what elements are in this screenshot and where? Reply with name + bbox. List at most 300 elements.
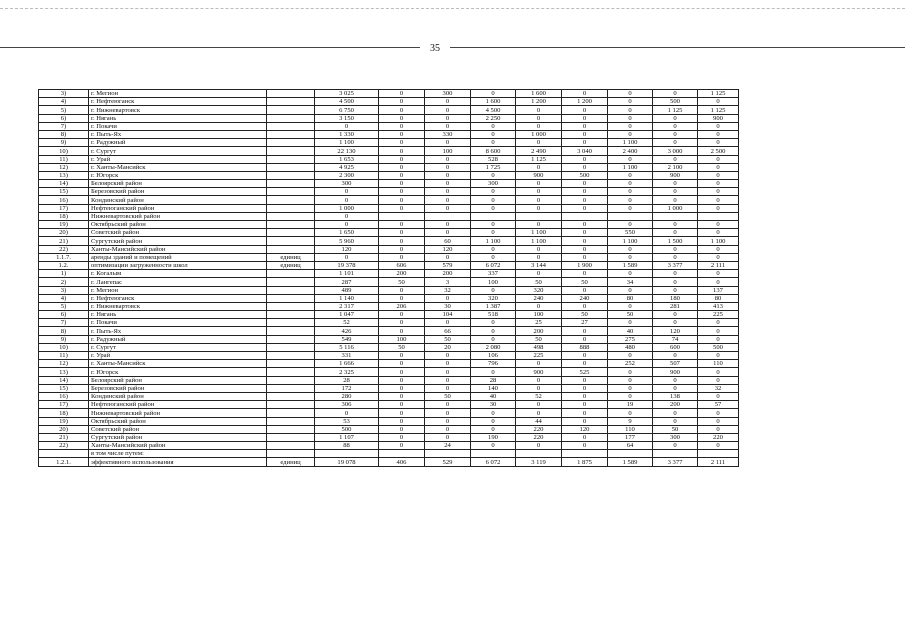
row-name: Ханты-Мансийский район: [89, 245, 267, 253]
row-value-7: 180: [653, 294, 698, 302]
row-value-0: 19 378: [315, 261, 379, 269]
row-number: 22): [39, 442, 89, 450]
row-value-6: 0: [608, 392, 653, 400]
row-value-6: 275: [608, 335, 653, 343]
row-value-4: 3 144: [516, 261, 562, 269]
row-value-8: 0: [698, 188, 739, 196]
row-value-6: 80: [608, 294, 653, 302]
row-value-4: 0: [516, 139, 562, 147]
table-row: [39, 294, 739, 302]
row-value-7: 0: [653, 311, 698, 319]
row-unit: [267, 368, 315, 376]
row-value-6: 0: [608, 286, 653, 294]
row-value-2: 0: [425, 114, 471, 122]
row-value-6: 1 589: [608, 458, 653, 466]
statistics-table: [38, 89, 739, 467]
row-value-1: 0: [379, 122, 425, 130]
table-row: [39, 442, 739, 450]
row-value-8: 0: [698, 376, 739, 384]
row-value-6: 1 100: [608, 163, 653, 171]
row-value-0: 52: [315, 319, 379, 327]
row-value-2: [425, 212, 471, 220]
row-value-5: 0: [562, 384, 608, 392]
row-value-0: 0: [315, 196, 379, 204]
row-value-8: 413: [698, 302, 739, 310]
row-value-5: 0: [562, 204, 608, 212]
table-row: [39, 368, 739, 376]
row-value-8: 0: [698, 417, 739, 425]
row-name: Березовский район: [89, 384, 267, 392]
row-value-3: 28: [471, 376, 516, 384]
row-value-8: 2 500: [698, 147, 739, 155]
row-value-4: 0: [516, 245, 562, 253]
row-value-2: 200: [425, 270, 471, 278]
row-unit: [267, 343, 315, 351]
row-value-2: 0: [425, 253, 471, 261]
row-value-3: [471, 212, 516, 220]
row-name: Сургутский район: [89, 237, 267, 245]
row-number: 11): [39, 155, 89, 163]
row-value-6: 1 100: [608, 139, 653, 147]
table-row: [39, 114, 739, 122]
row-value-7: 2 100: [653, 163, 698, 171]
row-value-7: 900: [653, 368, 698, 376]
row-unit: [267, 229, 315, 237]
row-value-8: 0: [698, 171, 739, 179]
row-value-3: 1 387: [471, 302, 516, 310]
row-value-0: 1 666: [315, 360, 379, 368]
row-value-4: 0: [516, 204, 562, 212]
row-value-4: 498: [516, 343, 562, 351]
row-value-5: 0: [562, 270, 608, 278]
row-unit: [267, 311, 315, 319]
row-value-0: 3 150: [315, 114, 379, 122]
row-value-0: 19 078: [315, 458, 379, 466]
table-row: [39, 245, 739, 253]
row-value-8: 1 125: [698, 106, 739, 114]
row-value-7: 1 000: [653, 204, 698, 212]
row-value-4: 1 200: [516, 98, 562, 106]
row-value-4: 0: [516, 163, 562, 171]
row-value-0: 4 500: [315, 98, 379, 106]
row-unit: [267, 442, 315, 450]
row-value-1: 0: [379, 139, 425, 147]
row-value-0: 1 650: [315, 229, 379, 237]
row-value-6: 110: [608, 425, 653, 433]
row-value-6: 0: [608, 188, 653, 196]
row-value-2: 0: [425, 221, 471, 229]
row-value-1: 0: [379, 130, 425, 138]
row-unit: единиц: [267, 261, 315, 269]
row-value-0: 549: [315, 335, 379, 343]
row-value-3: 0: [471, 188, 516, 196]
row-value-8: 0: [698, 319, 739, 327]
row-name: г. Нягань: [89, 311, 267, 319]
row-value-7: 1 125: [653, 106, 698, 114]
row-value-4: 52: [516, 392, 562, 400]
scan-artifact-line: [0, 8, 905, 9]
row-value-1: 0: [379, 368, 425, 376]
row-unit: [267, 384, 315, 392]
row-value-6: 480: [608, 343, 653, 351]
row-value-5: 0: [562, 417, 608, 425]
row-value-5: 0: [562, 221, 608, 229]
row-value-2: 0: [425, 98, 471, 106]
row-value-0: 1 101: [315, 270, 379, 278]
row-value-1: 0: [379, 433, 425, 441]
row-value-6: 0: [608, 130, 653, 138]
row-number: 8): [39, 327, 89, 335]
row-value-1: 0: [379, 442, 425, 450]
row-value-1: 0: [379, 401, 425, 409]
row-value-7: 0: [653, 229, 698, 237]
row-value-5: 0: [562, 130, 608, 138]
row-value-1: 0: [379, 253, 425, 261]
row-name: эффективного использования: [89, 458, 267, 466]
row-value-8: 2 111: [698, 458, 739, 466]
row-value-5: 0: [562, 180, 608, 188]
row-value-0: 1 107: [315, 433, 379, 441]
row-value-0: 426: [315, 327, 379, 335]
row-name: Кондинский район: [89, 392, 267, 400]
row-value-7: 0: [653, 196, 698, 204]
row-value-0: 306: [315, 401, 379, 409]
row-value-8: 0: [698, 122, 739, 130]
row-value-6: 177: [608, 433, 653, 441]
row-number: 4): [39, 98, 89, 106]
row-value-6: 0: [608, 155, 653, 163]
row-value-8: 225: [698, 311, 739, 319]
row-value-2: 0: [425, 360, 471, 368]
row-value-8: 0: [698, 98, 739, 106]
table-row: [39, 221, 739, 229]
table-row: [39, 384, 739, 392]
table-row: [39, 352, 739, 360]
row-value-7: 0: [653, 253, 698, 261]
row-value-3: 0: [471, 286, 516, 294]
row-value-7: 0: [653, 417, 698, 425]
row-value-1: 0: [379, 171, 425, 179]
row-unit: [267, 90, 315, 98]
row-value-1: 0: [379, 155, 425, 163]
row-value-5: 0: [562, 360, 608, 368]
row-name: Октябрьский район: [89, 417, 267, 425]
row-value-1: 0: [379, 360, 425, 368]
row-value-4: 0: [516, 401, 562, 409]
row-name: Кондинский район: [89, 196, 267, 204]
row-value-4: 2 490: [516, 147, 562, 155]
row-name: г. Мегион: [89, 286, 267, 294]
row-value-7: 74: [653, 335, 698, 343]
row-value-1: 0: [379, 163, 425, 171]
row-value-4: 0: [516, 384, 562, 392]
row-value-6: 0: [608, 98, 653, 106]
row-value-7: 0: [653, 384, 698, 392]
table-row: [39, 425, 739, 433]
row-value-0: 331: [315, 352, 379, 360]
table-row: [39, 433, 739, 441]
row-value-4: 320: [516, 286, 562, 294]
row-number: 16): [39, 196, 89, 204]
row-value-0: 1 047: [315, 311, 379, 319]
row-value-7: 0: [653, 319, 698, 327]
row-name: Нижневартовский район: [89, 212, 267, 220]
row-value-2: 24: [425, 442, 471, 450]
row-value-0: 53: [315, 417, 379, 425]
table-row: [39, 90, 739, 98]
row-unit: [267, 188, 315, 196]
row-value-2: 60: [425, 237, 471, 245]
row-unit: [267, 147, 315, 155]
row-value-4: 0: [516, 196, 562, 204]
row-value-0: 0: [315, 253, 379, 261]
table-row: [39, 376, 739, 384]
row-value-7: 0: [653, 245, 698, 253]
row-value-4: 100: [516, 311, 562, 319]
row-value-1: 0: [379, 98, 425, 106]
row-value-2: 0: [425, 401, 471, 409]
row-value-5: 1 900: [562, 261, 608, 269]
row-value-8: 0: [698, 442, 739, 450]
row-name: г. Нефтеюганск: [89, 294, 267, 302]
row-value-2: [425, 450, 471, 458]
row-value-5: 0: [562, 433, 608, 441]
row-value-8: 0: [698, 278, 739, 286]
row-name: Ханты-Мансийский район: [89, 442, 267, 450]
row-value-2: 0: [425, 229, 471, 237]
row-name: г. Ханты-Мансийск: [89, 163, 267, 171]
table-row: [39, 270, 739, 278]
row-value-5: 0: [562, 139, 608, 147]
row-value-0: 5 116: [315, 343, 379, 351]
row-value-8: 0: [698, 368, 739, 376]
row-value-1: 0: [379, 409, 425, 417]
row-value-6: 0: [608, 409, 653, 417]
row-value-6: 0: [608, 319, 653, 327]
row-value-3: 0: [471, 319, 516, 327]
row-value-7: 0: [653, 139, 698, 147]
row-value-3: 1 725: [471, 163, 516, 171]
row-value-5: 0: [562, 352, 608, 360]
row-number: 17): [39, 204, 89, 212]
row-value-8: 0: [698, 253, 739, 261]
row-value-2: 0: [425, 384, 471, 392]
table-row: [39, 311, 739, 319]
row-value-7: 0: [653, 114, 698, 122]
table-row: [39, 130, 739, 138]
row-unit: [267, 409, 315, 417]
row-value-4: 1 100: [516, 229, 562, 237]
row-value-0: 1 100: [315, 139, 379, 147]
table-row: [39, 163, 739, 171]
table-row: [39, 237, 739, 245]
row-value-8: 0: [698, 155, 739, 163]
row-value-1: 50: [379, 278, 425, 286]
row-value-2: 0: [425, 122, 471, 130]
row-value-1: 0: [379, 376, 425, 384]
row-number: 15): [39, 188, 89, 196]
row-name: Сургутский район: [89, 433, 267, 441]
row-value-1: 0: [379, 229, 425, 237]
row-number: 11): [39, 352, 89, 360]
row-value-6: 550: [608, 229, 653, 237]
row-number: 7): [39, 319, 89, 327]
row-value-5: 0: [562, 237, 608, 245]
row-value-6: [608, 212, 653, 220]
row-value-0: 500: [315, 425, 379, 433]
row-name: Октябрьский район: [89, 221, 267, 229]
row-name: Нефтеюганский район: [89, 204, 267, 212]
row-value-2: 0: [425, 180, 471, 188]
row-value-8: 0: [698, 392, 739, 400]
row-number: 1.1.7.: [39, 253, 89, 261]
row-number: 3): [39, 286, 89, 294]
row-value-2: 0: [425, 155, 471, 163]
row-value-1: 606: [379, 261, 425, 269]
row-value-0: 5 960: [315, 237, 379, 245]
row-value-0: 300: [315, 180, 379, 188]
row-value-3: 0: [471, 368, 516, 376]
row-value-7: 3 000: [653, 147, 698, 155]
row-value-7: 0: [653, 352, 698, 360]
row-unit: [267, 130, 315, 138]
row-value-8: 500: [698, 343, 739, 351]
row-unit: [267, 196, 315, 204]
row-value-5: 888: [562, 343, 608, 351]
table-row: [39, 171, 739, 179]
row-value-3: 2 250: [471, 114, 516, 122]
row-value-4: 44: [516, 417, 562, 425]
table-row: [39, 139, 739, 147]
row-name: Нефтеюганский район: [89, 401, 267, 409]
row-value-4: 0: [516, 106, 562, 114]
row-unit: [267, 335, 315, 343]
row-value-2: 0: [425, 188, 471, 196]
row-value-5: 0: [562, 409, 608, 417]
row-value-1: 200: [379, 270, 425, 278]
row-value-7: 0: [653, 122, 698, 130]
row-value-3: 0: [471, 417, 516, 425]
row-value-8: 0: [698, 245, 739, 253]
row-value-5: 50: [562, 311, 608, 319]
row-value-8: 110: [698, 360, 739, 368]
row-value-0: 1 000: [315, 204, 379, 212]
row-unit: [267, 171, 315, 179]
row-value-5: 240: [562, 294, 608, 302]
row-value-3: 4 500: [471, 106, 516, 114]
table-row: [39, 392, 739, 400]
table-row: [39, 147, 739, 155]
row-value-7: 50: [653, 425, 698, 433]
row-value-1: 0: [379, 106, 425, 114]
row-value-8: 0: [698, 139, 739, 147]
row-value-8: 0: [698, 335, 739, 343]
row-value-3: 0: [471, 335, 516, 343]
row-value-6: 0: [608, 114, 653, 122]
row-value-2: 0: [425, 425, 471, 433]
row-value-3: 0: [471, 130, 516, 138]
row-value-5: [562, 450, 608, 458]
row-value-8: 0: [698, 196, 739, 204]
row-value-0: 88: [315, 442, 379, 450]
table-row: [39, 417, 739, 425]
row-value-4: 0: [516, 360, 562, 368]
row-value-3: 0: [471, 90, 516, 98]
row-number: 15): [39, 384, 89, 392]
table-row: [39, 98, 739, 106]
row-name: г. Сургут: [89, 147, 267, 155]
row-value-8: 900: [698, 114, 739, 122]
row-value-3: 0: [471, 229, 516, 237]
row-value-8: 1 125: [698, 90, 739, 98]
row-value-7: 0: [653, 270, 698, 278]
row-number: 5): [39, 302, 89, 310]
row-value-1: 100: [379, 335, 425, 343]
row-value-1: [379, 212, 425, 220]
row-name: г. Югорск: [89, 368, 267, 376]
row-value-7: 0: [653, 286, 698, 294]
row-value-0: 2 300: [315, 171, 379, 179]
row-value-6: 0: [608, 376, 653, 384]
row-value-8: 0: [698, 221, 739, 229]
row-unit: [267, 376, 315, 384]
row-value-2: 0: [425, 376, 471, 384]
row-value-1: 0: [379, 319, 425, 327]
row-value-4: 0: [516, 114, 562, 122]
table-row: [39, 343, 739, 351]
row-value-7: 507: [653, 360, 698, 368]
row-value-3: 796: [471, 360, 516, 368]
row-value-2: 32: [425, 286, 471, 294]
table-row: [39, 286, 739, 294]
row-value-7: 300: [653, 433, 698, 441]
row-value-5: 0: [562, 335, 608, 343]
row-unit: [267, 450, 315, 458]
row-value-2: 0: [425, 204, 471, 212]
row-value-3: 0: [471, 221, 516, 229]
row-value-2: 529: [425, 458, 471, 466]
row-name: оптимизации загруженности школ: [89, 261, 267, 269]
row-number: 1.2.1.: [39, 458, 89, 466]
row-number: 6): [39, 114, 89, 122]
row-value-7: 0: [653, 376, 698, 384]
page-number: 35: [420, 44, 450, 54]
table-row: [39, 450, 739, 458]
row-value-1: 0: [379, 188, 425, 196]
row-number: 17): [39, 401, 89, 409]
row-value-2: 50: [425, 335, 471, 343]
row-value-8: 80: [698, 294, 739, 302]
row-unit: [267, 245, 315, 253]
row-value-5: 3 040: [562, 147, 608, 155]
row-value-3: 0: [471, 204, 516, 212]
row-value-6: 0: [608, 221, 653, 229]
row-value-2: 120: [425, 245, 471, 253]
row-value-2: 0: [425, 433, 471, 441]
row-value-0: 0: [315, 122, 379, 130]
row-number: 18): [39, 409, 89, 417]
row-value-7: 0: [653, 188, 698, 196]
row-name: г. Нефтеюганск: [89, 98, 267, 106]
row-unit: единиц: [267, 458, 315, 466]
table-row: [39, 229, 739, 237]
row-number: 12): [39, 163, 89, 171]
table-row: [39, 278, 739, 286]
row-name: г. Лангепас: [89, 278, 267, 286]
row-value-6: 0: [608, 384, 653, 392]
row-unit: [267, 237, 315, 245]
row-value-0: 0: [315, 212, 379, 220]
